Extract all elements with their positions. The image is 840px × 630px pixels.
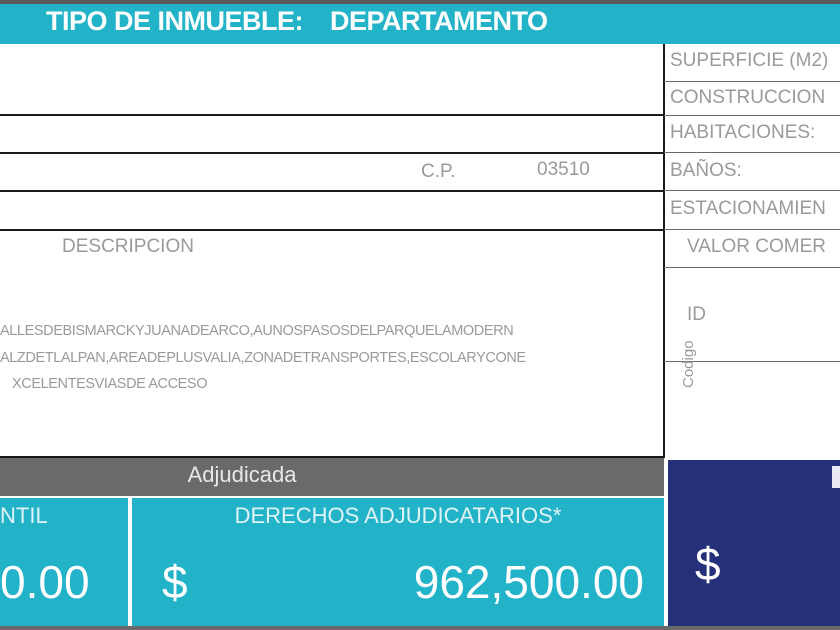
construction-label: CONSTRUCCION: [670, 87, 826, 108]
spec-divider: [664, 267, 840, 268]
navy-currency-symbol: $: [695, 538, 721, 590]
column-divider: [663, 44, 665, 458]
row-divider: [0, 190, 664, 192]
code-label: Codigo: [680, 340, 697, 388]
description-line: ALLESDEBISMARCKYJUANADEARCO,AUNOSPASOSDELPARQUELAMODERN: [0, 323, 514, 339]
left-price-amount: 0.00: [0, 556, 90, 608]
property-type-value: DEPARTAMENTO: [330, 6, 548, 36]
price-box-navy: [668, 460, 840, 630]
row-divider: [0, 152, 664, 154]
id-label: ID: [687, 304, 706, 325]
surface-label: SUPERFICIE (M2): [670, 50, 829, 71]
row-divider: [0, 114, 664, 116]
rooms-label: HABITACIONES:: [670, 122, 816, 143]
baths-label: BAÑOS:: [670, 160, 742, 181]
spec-divider: [664, 81, 840, 82]
navy-label-fragment: [832, 466, 840, 488]
spec-divider: [664, 229, 840, 230]
row-divider: [0, 229, 664, 231]
spec-divider: [664, 115, 840, 116]
postal-code-label: C.P.: [421, 161, 456, 182]
rights-currency-symbol: $: [162, 556, 188, 608]
parking-label: ESTACIONAMIEN: [670, 198, 826, 219]
description-line: ALZDETLALPAN,AREADEPLUSVALIA,ZONADETRANSPORTES,ESCOLARYCONE: [0, 350, 526, 366]
description-heading: DESCRIPCION: [62, 236, 194, 257]
bottom-border: [0, 626, 840, 630]
spec-divider: [664, 190, 840, 191]
spec-divider: [664, 152, 840, 153]
rights-price-label: DERECHOS ADJUDICATARIOS*: [234, 503, 562, 528]
description-line: XCELENTESVIASDE ACCESO: [12, 376, 208, 392]
postal-code-value: 03510: [537, 159, 590, 180]
property-type-label: TIPO DE INMUEBLE:: [46, 6, 304, 36]
commercial-value-label: VALOR COMER: [687, 236, 827, 257]
rights-price-amount: 962,500.00: [413, 556, 644, 608]
left-price-label: NTIL: [0, 503, 48, 528]
status-label: Adjudicada: [187, 462, 297, 487]
